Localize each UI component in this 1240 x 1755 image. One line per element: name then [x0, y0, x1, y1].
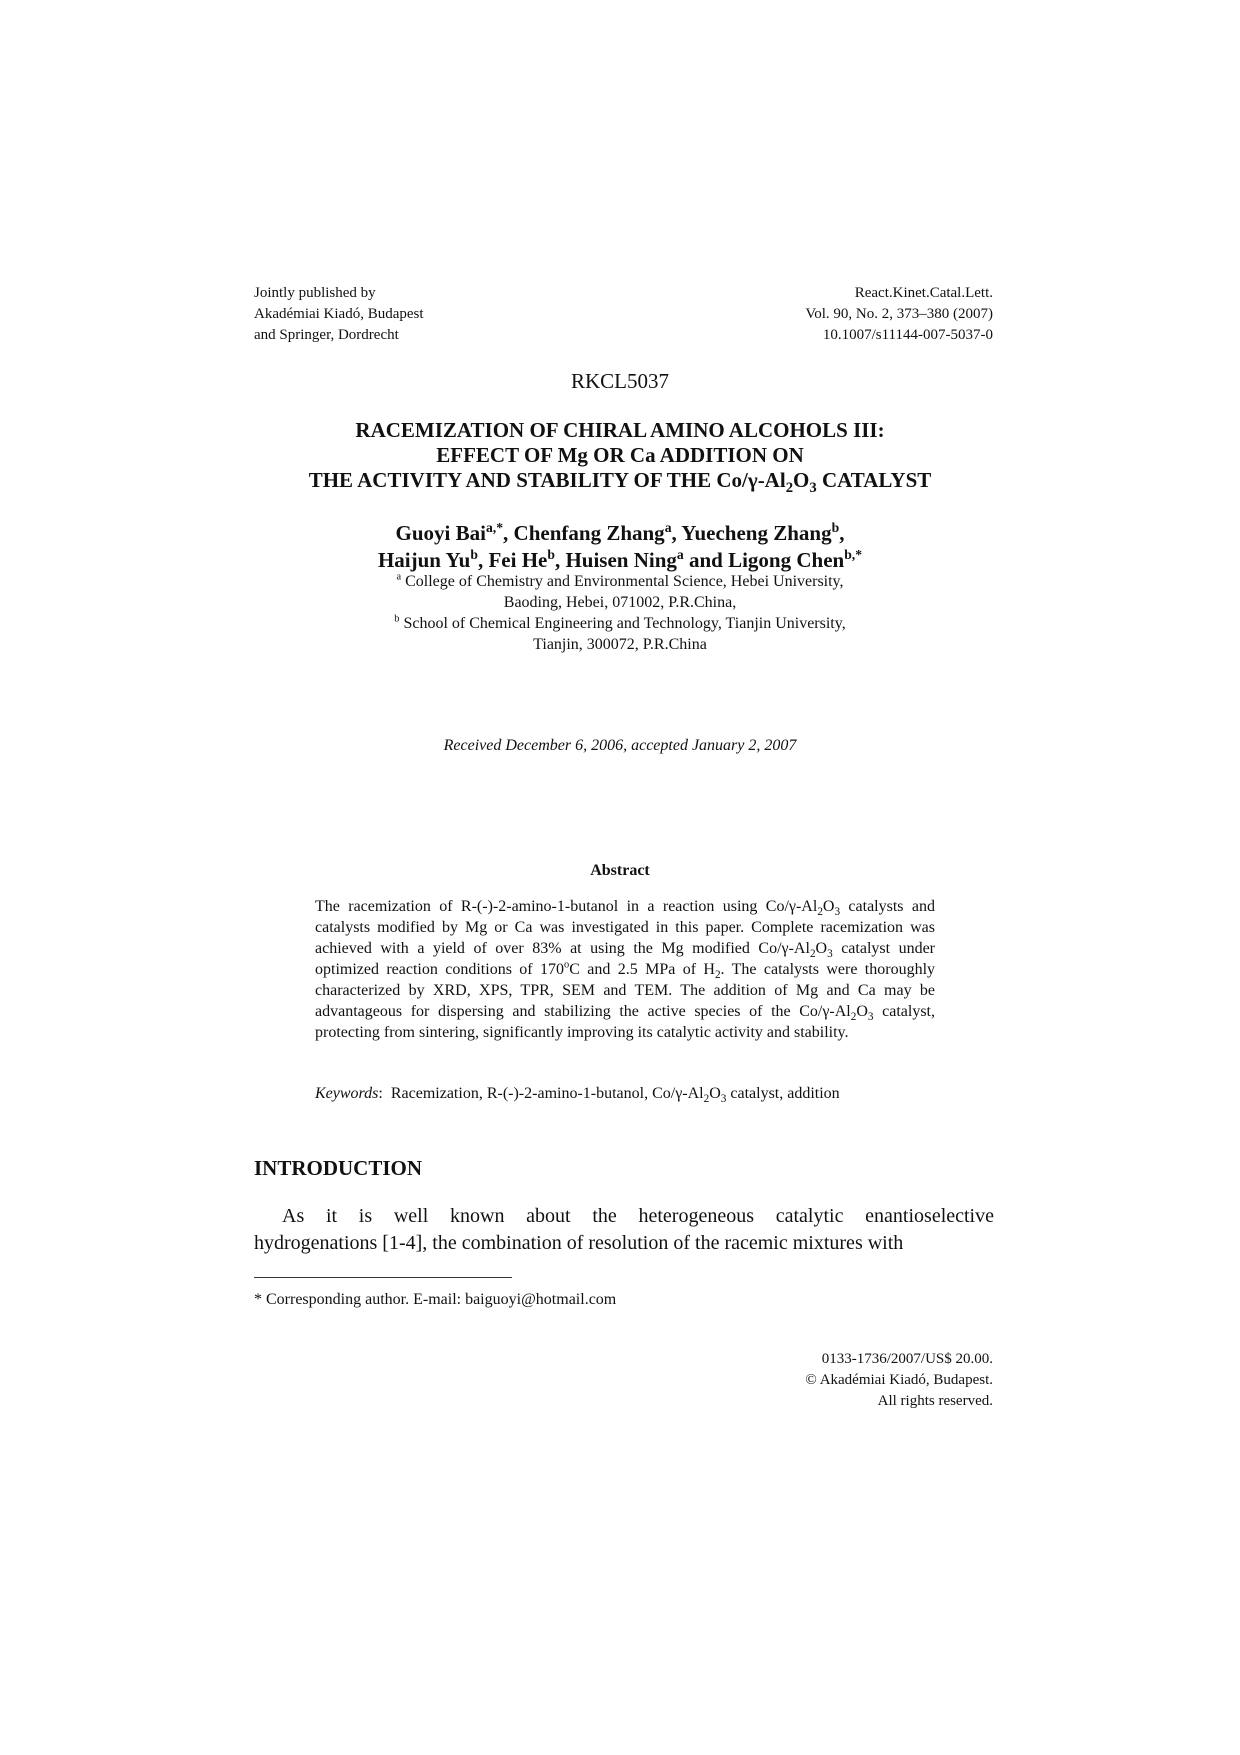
- author-name: Chenfang Zhang: [513, 521, 665, 545]
- received-dates: Received December 6, 2006, accepted January 2, 2007: [443, 737, 797, 754]
- journal-volume: Vol. 90, No. 2, 373–380 (2007): [805, 306, 993, 322]
- title-line: EFFECT OF Mg OR Ca ADDITION ON: [436, 443, 804, 467]
- affiliation-line: Baoding, Hebei, 071002, P.R.China,: [503, 594, 737, 611]
- article-code: RKCL5037: [570, 369, 669, 393]
- copyright-line: 0133-1736/2007/US$ 20.00.: [821, 1351, 993, 1367]
- author-name: Guoyi Bai: [395, 521, 486, 545]
- keywords-label: Keywords: [315, 1085, 379, 1102]
- introduction-body: [254, 1203, 994, 1257]
- affiliation-line: $^b$ School of Chemical Engineering and Technology, Tianjin University,: [394, 613, 846, 632]
- intro-line: hydrogenations [1-4], the combination of resolution of the racemic mixtures with: [254, 1232, 904, 1254]
- author-name: Haijun Yu: [377, 548, 471, 572]
- paper-title: [0, 418, 1240, 497]
- corresponding-author-footnote: * Corresponding author. E-mail: baiguoyi@hotmail.com: [254, 1291, 617, 1308]
- footnote-divider: [254, 1277, 512, 1278]
- journal-name: React.Kinet.Catal.Lett.: [854, 285, 993, 301]
- journal-citation: [660, 283, 993, 346]
- publisher-line: and Springer, Dordrecht: [254, 327, 399, 343]
- abstract-heading: Abstract: [590, 862, 650, 879]
- publisher-info: [254, 283, 654, 346]
- publisher-line: Jointly published by: [254, 285, 376, 301]
- author-name: Fei He: [488, 548, 548, 572]
- author-line: Guoyi Bai$^{a,*}$, Chenfang Zhang$^a$, Yuecheng Zhang$^b$,: [395, 520, 845, 545]
- author-line: Haijun Yu$^b$, Fei He$^b$, Huisen Ning$^a$ and Ligong Chen$^{b,*}$: [377, 547, 863, 572]
- author-name: Huisen Ning: [565, 548, 677, 572]
- keywords: Keywords: Racemization, R-(-)-2-amino-1-butanol, $Co/\gamma-Al_2O_3$ catalyst, addition: [315, 1085, 840, 1106]
- title-line: RACEMIZATION OF CHIRAL AMINO ALCOHOLS III:: [355, 418, 885, 442]
- affiliations: [0, 571, 1240, 655]
- publisher-line: Akadémiai Kiadó, Budapest: [254, 306, 424, 322]
- introduction-heading: INTRODUCTION: [254, 1156, 423, 1180]
- title-line: THE ACTIVITY AND STABILITY OF THE $Co/\gamma-Al_2O_3$ CATALYST: [308, 468, 932, 497]
- author-name: Yuecheng Zhang: [681, 521, 832, 545]
- author-list: [0, 520, 1240, 574]
- affiliation-line: $^a$ College of Chemistry and Environmental Science, Hebei University,: [396, 571, 844, 590]
- journal-doi: 10.1007/s11144-007-5037-0: [822, 327, 993, 343]
- copyright-notice: [660, 1349, 993, 1412]
- copyright-line: © Akadémiai Kiadó, Budapest.: [805, 1372, 993, 1388]
- copyright-line: All rights reserved.: [877, 1393, 993, 1409]
- abstract-body: The racemization of R-(-)-2-amino-1-butanol in a reaction using $Co/\gamma-Al_2O_3$ catalysts and catalysts modified by Mg or Ca was investigated in this paper. Complete racemization was achieved with a yield of over 83% at using the Mg modified $Co/\gamma-Al_2O_3$ catalyst under optimized reaction conditions of 170$^o$C and 2.5 MPa of $H_2$. The catalysts were thoroughly characterized by XRD, XPS, TPR, SEM and TEM. The addition of Mg and Ca may be advantageous for dispersing and stabilizing the active species of the $Co/\gamma-Al_2O_3$ catalyst, protecting from sintering, significantly improving its catalytic activity and stability.: [315, 898, 936, 1041]
- author-name: Ligong Chen: [728, 548, 845, 572]
- intro-line: As it is well known about the heterogeneous catalytic enantioselective: [282, 1205, 994, 1227]
- affiliation-line: Tianjin, 300072, P.R.China: [533, 636, 707, 653]
